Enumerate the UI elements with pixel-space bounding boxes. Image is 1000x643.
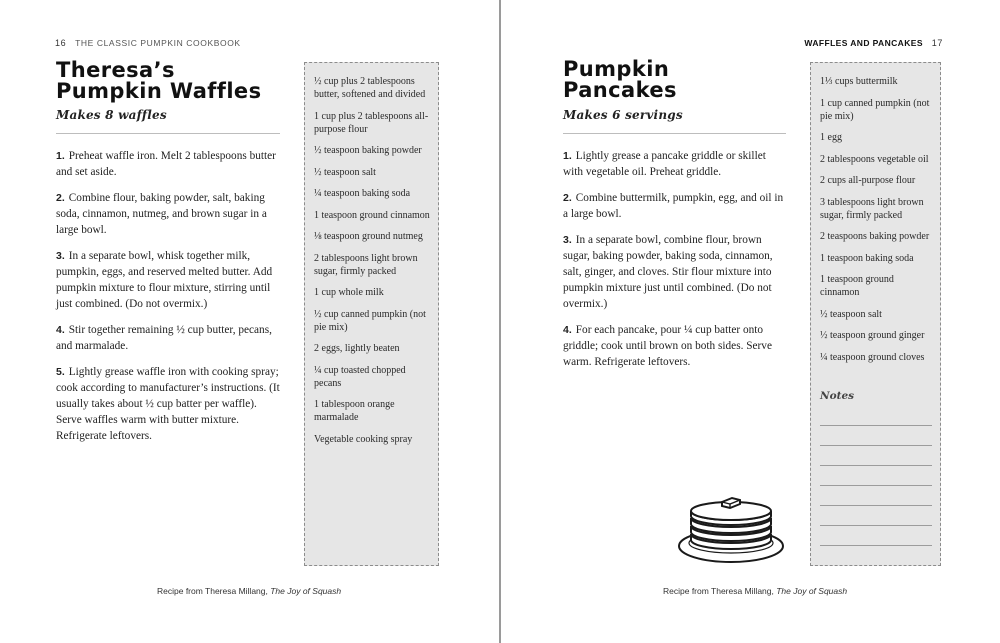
note-line xyxy=(820,426,932,446)
step-text: Lightly grease a pancake griddle or skillet with vegetable oil. Preheat griddle. xyxy=(563,150,766,178)
instruction-step xyxy=(56,148,282,180)
step-number: 5. xyxy=(56,366,65,378)
recipe-title-line: Pumpkin Waffles xyxy=(56,79,262,103)
recipe-credit xyxy=(663,586,847,596)
step-number: 4. xyxy=(56,324,65,336)
instruction-step xyxy=(563,190,785,222)
note-line xyxy=(820,486,932,506)
step-text: Stir together remaining ½ cup butter, pecans, and marmalade. xyxy=(56,324,272,352)
ingredient-item: 1 cup plus 2 tablespoons all-purpose flour xyxy=(314,110,429,135)
instruction-step xyxy=(56,190,282,238)
ingredient-item: 1 egg xyxy=(820,132,842,143)
credit-book-title: The Joy of Squash xyxy=(776,586,848,596)
left-page xyxy=(0,0,499,643)
ingredient-item: 2 cups all-purpose flour xyxy=(820,175,916,186)
ingredient-item: 1 tablespoon orange marmalade xyxy=(314,399,395,423)
note-line xyxy=(820,466,932,486)
ingredient-item: 1⅓ cups buttermilk xyxy=(820,76,898,87)
recipe-title-line: Pumpkin xyxy=(563,57,670,81)
instruction-step xyxy=(56,248,282,312)
ingredient-item: ¼ teaspoon ground cloves xyxy=(820,351,925,363)
recipe-title xyxy=(563,59,677,101)
recipe-title-line: Theresa’s xyxy=(56,58,175,82)
credit-book-title: The Joy of Squash xyxy=(270,586,342,596)
step-number: 3. xyxy=(56,250,65,262)
credit-text: Recipe from Theresa Millang, xyxy=(157,586,271,596)
running-head: WAFFLES AND PANCAKES xyxy=(804,38,923,48)
recipe-title-line: Pancakes xyxy=(563,78,677,102)
step-text: In a separate bowl, whisk together milk, pumpkin, eggs, and reserved melted butter. Add pumpkin mixture to flour mixture, stirring until just combined. (Do not overmix.) xyxy=(56,250,273,310)
step-text: Preheat waffle iron. Melt 2 tablespoons butter and set aside. xyxy=(56,150,276,178)
note-line xyxy=(820,506,932,526)
ingredient-item: ½ teaspoon baking powder xyxy=(314,145,422,156)
divider xyxy=(56,133,280,134)
note-line xyxy=(820,526,932,546)
step-number: 2. xyxy=(563,192,572,204)
page-number: 17 xyxy=(931,38,943,48)
step-text: Lightly grease waffle iron with cooking spray; cook according to manufacturer’s instructions. (It usually takes about ½ cup batter per waffle). Serve waffles warm with butter mixture. Refrigerate leftovers. xyxy=(56,366,280,442)
ingredient-item: 3 tablespoons light brown sugar, firmly packed xyxy=(820,196,924,221)
instruction-step xyxy=(563,148,785,180)
ingredient-item: 1 cup whole milk xyxy=(314,287,384,298)
step-text: Combine buttermilk, pumpkin, egg, and oil in a large bowl. xyxy=(563,192,784,220)
ingredients-box xyxy=(304,62,439,566)
instruction-step xyxy=(56,322,282,354)
ingredient-item: 2 eggs, lightly beaten xyxy=(314,343,400,354)
ingredient-item: ½ teaspoon salt xyxy=(820,308,882,320)
recipe-yield: Makes 6 servings xyxy=(563,108,683,122)
ingredient-item: 1 teaspoon ground cinnamon xyxy=(314,209,430,221)
recipe-title xyxy=(56,60,261,102)
ingredient-item: 2 teaspoons baking powder xyxy=(820,231,930,242)
credit-text: Recipe from Theresa Millang, xyxy=(663,586,777,596)
ingredients-list xyxy=(820,75,932,364)
recipe-credit xyxy=(157,586,341,596)
instructions-list xyxy=(563,148,785,380)
ingredient-item: ½ cup plus 2 tablespoons butter, softened and divided xyxy=(314,76,426,100)
ingredient-item: 1 teaspoon baking soda xyxy=(820,252,914,264)
ingredient-item: Vegetable cooking spray xyxy=(314,433,413,445)
step-number: 3. xyxy=(563,234,572,246)
instruction-step xyxy=(563,232,785,312)
right-folio xyxy=(804,38,943,48)
step-number: 2. xyxy=(56,192,65,204)
instructions-list xyxy=(56,148,282,454)
running-head: THE CLASSIC PUMPKIN COOKBOOK xyxy=(75,38,241,48)
step-number: 4. xyxy=(563,324,572,336)
left-folio xyxy=(55,38,241,48)
ingredient-item: ½ teaspoon ground ginger xyxy=(820,330,925,341)
step-number: 1. xyxy=(563,150,572,162)
ingredients-box xyxy=(810,62,941,566)
ingredient-item: 2 tablespoons light brown sugar, firmly packed xyxy=(314,252,418,277)
step-text: Combine flour, baking powder, salt, baking soda, cinnamon, nutmeg, and brown sugar in a large bowl. xyxy=(56,192,267,236)
step-number: 1. xyxy=(56,150,65,162)
ingredient-item: ¼ cup toasted chopped pecans xyxy=(314,364,406,389)
ingredient-item: 1 teaspoon ground cinnamon xyxy=(820,274,894,298)
step-text: In a separate bowl, combine flour, brown sugar, baking powder, baking soda, cinnamon, salt, ginger, and cloves. Stir flour mixture into pumpkin mixture just until combined. (Do not overmix.) xyxy=(563,234,773,310)
step-text: For each pancake, pour ¼ cup batter onto griddle; cook until brown on both sides. Serve warm. Refrigerate leftovers. xyxy=(563,324,772,368)
ingredient-item: ½ cup canned pumpkin (not pie mix) xyxy=(314,308,426,333)
instruction-step xyxy=(563,322,785,370)
notes-lines xyxy=(820,406,932,546)
divider xyxy=(563,133,786,134)
ingredients-list xyxy=(314,75,430,446)
recipe-yield: Makes 8 waffles xyxy=(56,108,167,122)
notes-label: Notes xyxy=(820,389,855,402)
ingredient-item: 2 tablespoons vegetable oil xyxy=(820,153,929,165)
pancake-stack-icon xyxy=(676,490,786,566)
page-number: 16 xyxy=(55,38,67,48)
ingredient-item: ¼ teaspoon baking soda xyxy=(314,188,411,199)
note-line xyxy=(820,406,932,426)
right-page xyxy=(501,0,1000,643)
ingredient-item: 1 cup canned pumpkin (not pie mix) xyxy=(820,97,930,122)
ingredient-item: ⅛ teaspoon ground nutmeg xyxy=(314,231,423,242)
ingredient-item: ½ teaspoon salt xyxy=(314,166,376,178)
note-line xyxy=(820,446,932,466)
instruction-step xyxy=(56,364,282,444)
